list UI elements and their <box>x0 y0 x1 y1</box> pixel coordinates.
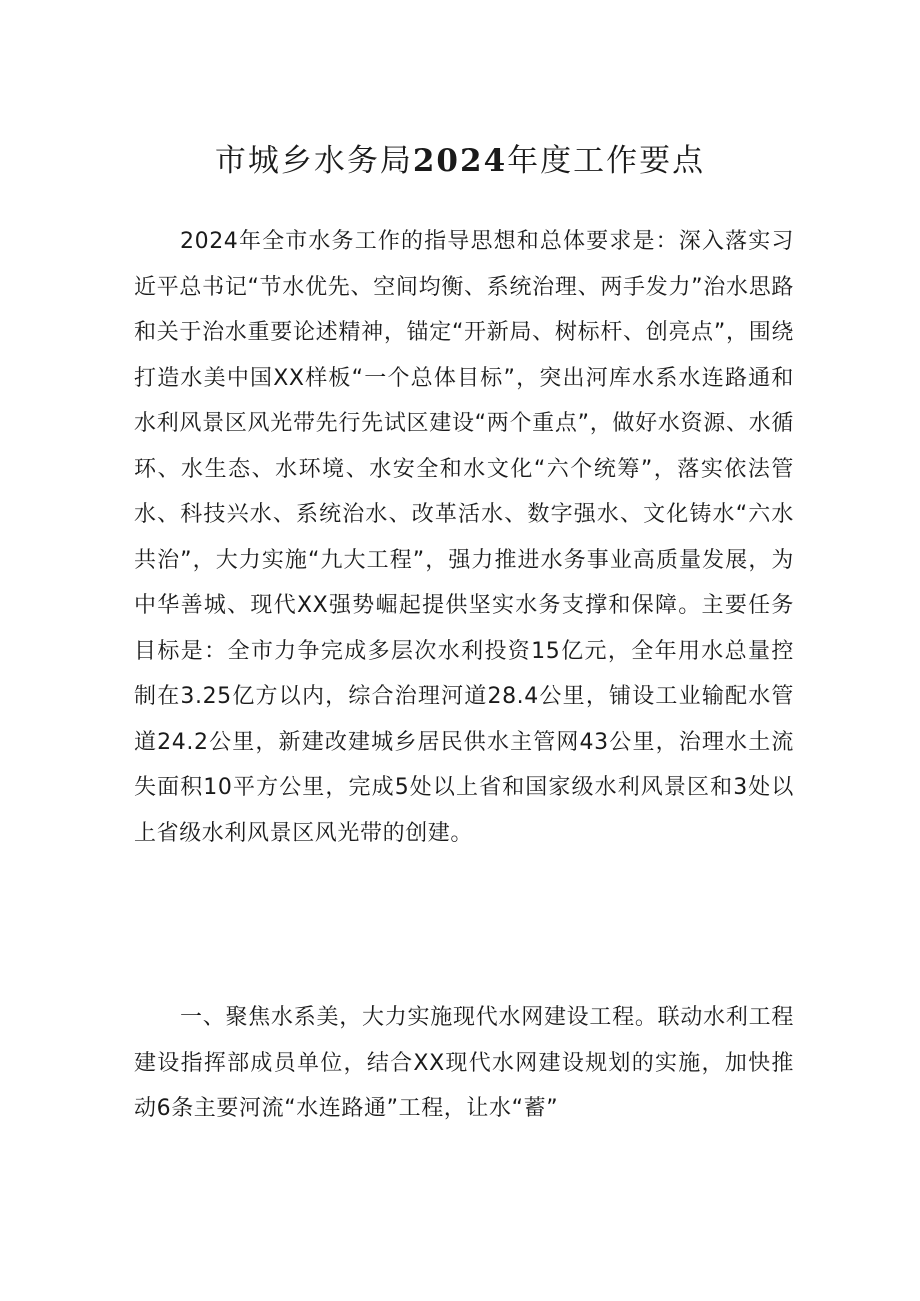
paragraph-guiding-thought: 2024年全市水务工作的指导思想和总体要求是：深入落实习近平总书记“节水优先、空间均衡、系统治理、两手发力”治水思路和关于治水重要论述精神，锚定“开新局、树标杆、创亮点”，围绕打造水美中国XX样板“一个总体目标”，突出河库水系水连路通和水利风景区风光带先行先试区建设“两个重点”，做好水资源、水循环、水生态、水环境、水安全和水文化“六个统筹”，落实依法管水、科技兴水、系统治水、改革活水、数字强水、文化铸水“六水共治”，大力实施“九大工程”，强力推进水务事业高质量发展，为中华善城、现代XX强势崛起提供坚实水务支撑和保障。主要任务目标是：全市力争完成多层次水利投资15亿元，全年用水总量控制在3.25亿方以内，综合治理河道28.4公里，铺设工业输配水管道24.2公里，新建改建城乡居民供水主管网43公里，治理水土流失面积10平方公里，完成5处以上省和国家级水利风景区和3处以上省级水利风景区风光带的创建。 <box>134 229 794 846</box>
document-title <box>0 137 920 185</box>
paragraph-section-one: 一、聚焦水系美，大力实施现代水网建设工程。联动水利工程建设指挥部成员单位，结合XX现代水网建设规划的实施，加快推动6条主要河流“水连路通”工程，让水“蓄” <box>134 1005 794 1121</box>
title-year: 2024 <box>412 143 508 179</box>
title-suffix: 年度工作要点 <box>507 143 706 179</box>
title-prefix: 市城乡水务局 <box>214 143 413 179</box>
